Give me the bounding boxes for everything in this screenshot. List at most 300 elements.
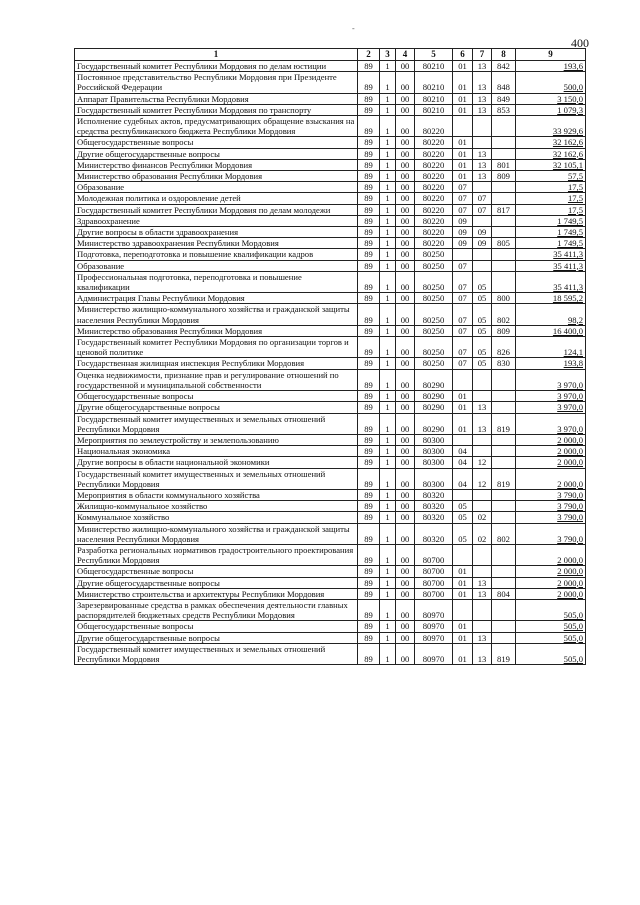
subsection-cell: 13 bbox=[473, 632, 492, 643]
item-name-cell: Министерство образования Республики Мордовия bbox=[75, 171, 358, 182]
target-code-cell: 80700 bbox=[415, 588, 453, 599]
code-2-cell: 89 bbox=[358, 434, 380, 445]
item-name-cell: Другие вопросы в области национальной экономики bbox=[75, 457, 358, 468]
target-code-cell: 80290 bbox=[415, 402, 453, 413]
ministry-code-cell: 819 bbox=[492, 468, 516, 489]
section-cell: 01 bbox=[453, 621, 473, 632]
table-row bbox=[75, 204, 586, 215]
column-header: 9 bbox=[516, 49, 586, 61]
code-2-cell: 89 bbox=[358, 446, 380, 457]
code-3-cell: 1 bbox=[380, 93, 396, 104]
table-row bbox=[75, 93, 586, 104]
code-2-cell: 89 bbox=[358, 489, 380, 500]
table-row bbox=[75, 577, 586, 588]
subsection-cell: 13 bbox=[473, 159, 492, 170]
subsection-cell: 13 bbox=[473, 402, 492, 413]
item-name-cell: Государственный комитет Республики Мордовия по делам молодежи bbox=[75, 204, 358, 215]
table-row bbox=[75, 104, 586, 115]
target-code-cell: 80250 bbox=[415, 293, 453, 304]
code-4-cell: 00 bbox=[396, 193, 415, 204]
section-cell: 01 bbox=[453, 171, 473, 182]
section-cell: 07 bbox=[453, 193, 473, 204]
code-4-cell: 00 bbox=[396, 325, 415, 336]
amount-cell: 17,5 bbox=[516, 204, 586, 215]
subsection-cell: 12 bbox=[473, 468, 492, 489]
subsection-cell bbox=[473, 137, 492, 148]
section-cell: 01 bbox=[453, 566, 473, 577]
table-row bbox=[75, 468, 586, 489]
amount-cell: 3 790,0 bbox=[516, 523, 586, 544]
code-4-cell: 00 bbox=[396, 413, 415, 434]
table-row bbox=[75, 523, 586, 544]
subsection-cell bbox=[473, 621, 492, 632]
target-code-cell: 80250 bbox=[415, 249, 453, 260]
column-header: 2 bbox=[358, 49, 380, 61]
ministry-code-cell bbox=[492, 369, 516, 390]
code-2-cell: 89 bbox=[358, 468, 380, 489]
subsection-cell: 13 bbox=[473, 413, 492, 434]
target-code-cell: 80220 bbox=[415, 215, 453, 226]
ministry-code-cell bbox=[492, 512, 516, 523]
code-2-cell: 89 bbox=[358, 249, 380, 260]
code-4-cell: 00 bbox=[396, 621, 415, 632]
target-code-cell: 80220 bbox=[415, 182, 453, 193]
code-4-cell: 00 bbox=[396, 72, 415, 93]
page-number: 400 bbox=[571, 36, 589, 50]
ministry-code-cell bbox=[492, 227, 516, 238]
target-code-cell: 80290 bbox=[415, 413, 453, 434]
code-2-cell: 89 bbox=[358, 116, 380, 137]
target-code-cell: 80700 bbox=[415, 577, 453, 588]
ministry-code-cell: 817 bbox=[492, 204, 516, 215]
subsection-cell bbox=[473, 566, 492, 577]
target-code-cell: 80220 bbox=[415, 159, 453, 170]
subsection-cell bbox=[473, 446, 492, 457]
section-cell: 05 bbox=[453, 523, 473, 544]
table-row bbox=[75, 413, 586, 434]
subsection-cell bbox=[473, 434, 492, 445]
code-4-cell: 00 bbox=[396, 391, 415, 402]
code-3-cell: 1 bbox=[380, 293, 396, 304]
subsection-cell: 13 bbox=[473, 72, 492, 93]
table-row bbox=[75, 402, 586, 413]
item-name-cell: Национальная экономика bbox=[75, 446, 358, 457]
code-4-cell: 00 bbox=[396, 260, 415, 271]
ministry-code-cell bbox=[492, 137, 516, 148]
ministry-code-cell bbox=[492, 621, 516, 632]
code-2-cell: 89 bbox=[358, 413, 380, 434]
section-cell: 01 bbox=[453, 632, 473, 643]
code-4-cell: 00 bbox=[396, 293, 415, 304]
table-row bbox=[75, 544, 586, 565]
section-cell bbox=[453, 116, 473, 137]
code-3-cell: 1 bbox=[380, 457, 396, 468]
column-header: 7 bbox=[473, 49, 492, 61]
section-cell bbox=[453, 249, 473, 260]
target-code-cell: 80300 bbox=[415, 457, 453, 468]
ministry-code-cell bbox=[492, 402, 516, 413]
amount-cell: 505,0 bbox=[516, 643, 586, 664]
table-row bbox=[75, 137, 586, 148]
code-4-cell: 00 bbox=[396, 116, 415, 137]
code-2-cell: 89 bbox=[358, 293, 380, 304]
amount-cell: 2 000,0 bbox=[516, 577, 586, 588]
ministry-code-cell bbox=[492, 249, 516, 260]
subsection-cell bbox=[473, 260, 492, 271]
section-cell: 01 bbox=[453, 402, 473, 413]
code-4-cell: 00 bbox=[396, 204, 415, 215]
code-4-cell: 00 bbox=[396, 501, 415, 512]
ministry-code-cell bbox=[492, 193, 516, 204]
subsection-cell: 05 bbox=[473, 337, 492, 358]
section-cell bbox=[453, 544, 473, 565]
code-4-cell: 00 bbox=[396, 457, 415, 468]
section-cell: 01 bbox=[453, 61, 473, 72]
amount-cell: 17,5 bbox=[516, 193, 586, 204]
target-code-cell: 80320 bbox=[415, 523, 453, 544]
code-3-cell: 1 bbox=[380, 489, 396, 500]
amount-cell: 16 400,0 bbox=[516, 325, 586, 336]
code-4-cell: 00 bbox=[396, 643, 415, 664]
code-4-cell: 00 bbox=[396, 512, 415, 523]
code-2-cell: 89 bbox=[358, 93, 380, 104]
section-cell: 01 bbox=[453, 137, 473, 148]
code-3-cell: 1 bbox=[380, 434, 396, 445]
subsection-cell: 13 bbox=[473, 588, 492, 599]
amount-cell: 500,0 bbox=[516, 72, 586, 93]
target-code-cell: 80220 bbox=[415, 171, 453, 182]
code-2-cell: 89 bbox=[358, 148, 380, 159]
code-2-cell: 89 bbox=[358, 512, 380, 523]
ministry-code-cell: 819 bbox=[492, 413, 516, 434]
subsection-cell: 13 bbox=[473, 577, 492, 588]
target-code-cell: 80700 bbox=[415, 566, 453, 577]
ministry-code-cell bbox=[492, 182, 516, 193]
item-name-cell: Общегосударственные вопросы bbox=[75, 137, 358, 148]
code-4-cell: 00 bbox=[396, 61, 415, 72]
item-name-cell: Зарезервированные средства в рамках обеспечения деятельности главных распорядителей бюджетных средств Республики Мордовия bbox=[75, 599, 358, 620]
target-code-cell: 80970 bbox=[415, 643, 453, 664]
code-3-cell: 1 bbox=[380, 61, 396, 72]
code-4-cell: 00 bbox=[396, 468, 415, 489]
table-row bbox=[75, 643, 586, 664]
subsection-cell: 05 bbox=[473, 325, 492, 336]
table-row bbox=[75, 148, 586, 159]
ministry-code-cell bbox=[492, 544, 516, 565]
item-name-cell: Министерство жилищно-коммунального хозяйства и гражданской защиты населения Республики Мордовия bbox=[75, 523, 358, 544]
section-cell: 01 bbox=[453, 72, 473, 93]
amount-cell: 3 150,0 bbox=[516, 93, 586, 104]
amount-cell: 32 105,1 bbox=[516, 159, 586, 170]
code-3-cell: 1 bbox=[380, 72, 396, 93]
section-cell: 01 bbox=[453, 643, 473, 664]
code-4-cell: 00 bbox=[396, 566, 415, 577]
ministry-code-cell: 800 bbox=[492, 293, 516, 304]
table-row bbox=[75, 391, 586, 402]
subsection-cell bbox=[473, 182, 492, 193]
table-body bbox=[75, 61, 586, 665]
ministry-code-cell bbox=[492, 116, 516, 137]
target-code-cell: 80220 bbox=[415, 238, 453, 249]
target-code-cell: 80300 bbox=[415, 446, 453, 457]
section-cell: 05 bbox=[453, 501, 473, 512]
amount-cell: 33 929,6 bbox=[516, 116, 586, 137]
section-cell: 01 bbox=[453, 159, 473, 170]
table-row bbox=[75, 238, 586, 249]
target-code-cell: 80250 bbox=[415, 260, 453, 271]
item-name-cell: Общегосударственные вопросы bbox=[75, 391, 358, 402]
amount-cell: 18 595,2 bbox=[516, 293, 586, 304]
code-3-cell: 1 bbox=[380, 159, 396, 170]
amount-cell: 1 749,5 bbox=[516, 227, 586, 238]
code-3-cell: 1 bbox=[380, 304, 396, 325]
code-2-cell: 89 bbox=[358, 337, 380, 358]
section-cell: 07 bbox=[453, 293, 473, 304]
code-3-cell: 1 bbox=[380, 566, 396, 577]
target-code-cell: 80320 bbox=[415, 501, 453, 512]
code-3-cell: 1 bbox=[380, 446, 396, 457]
code-2-cell: 89 bbox=[358, 457, 380, 468]
header-row bbox=[75, 49, 586, 61]
item-name-cell: Молодежная политика и оздоровление детей bbox=[75, 193, 358, 204]
amount-cell: 3 970,0 bbox=[516, 413, 586, 434]
item-name-cell: Министерство здравоохранения Республики Мордовия bbox=[75, 238, 358, 249]
item-name-cell: Образование bbox=[75, 260, 358, 271]
item-name-cell: Разработка региональных нормативов градостроительного проектирования Республики Мордовия bbox=[75, 544, 358, 565]
amount-cell: 3 790,0 bbox=[516, 512, 586, 523]
target-code-cell: 80220 bbox=[415, 137, 453, 148]
column-header: 1 bbox=[75, 49, 358, 61]
table-row bbox=[75, 489, 586, 500]
code-3-cell: 1 bbox=[380, 402, 396, 413]
section-cell: 07 bbox=[453, 337, 473, 358]
code-2-cell: 89 bbox=[358, 238, 380, 249]
target-code-cell: 80700 bbox=[415, 544, 453, 565]
section-cell: 07 bbox=[453, 182, 473, 193]
section-cell bbox=[453, 434, 473, 445]
amount-cell: 3 970,0 bbox=[516, 391, 586, 402]
target-code-cell: 80290 bbox=[415, 391, 453, 402]
code-2-cell: 89 bbox=[358, 159, 380, 170]
code-4-cell: 00 bbox=[396, 271, 415, 292]
subsection-cell: 05 bbox=[473, 358, 492, 369]
amount-cell: 35 411,3 bbox=[516, 271, 586, 292]
target-code-cell: 80220 bbox=[415, 193, 453, 204]
code-4-cell: 00 bbox=[396, 93, 415, 104]
ministry-code-cell: 802 bbox=[492, 304, 516, 325]
ministry-code-cell bbox=[492, 446, 516, 457]
ministry-code-cell bbox=[492, 148, 516, 159]
amount-cell: 32 162,6 bbox=[516, 148, 586, 159]
section-cell: 05 bbox=[453, 512, 473, 523]
code-2-cell: 89 bbox=[358, 566, 380, 577]
section-cell: 09 bbox=[453, 238, 473, 249]
subsection-cell: 13 bbox=[473, 643, 492, 664]
subsection-cell bbox=[473, 489, 492, 500]
table-row bbox=[75, 293, 586, 304]
subsection-cell bbox=[473, 501, 492, 512]
code-2-cell: 89 bbox=[358, 369, 380, 390]
code-3-cell: 1 bbox=[380, 204, 396, 215]
ministry-code-cell bbox=[492, 566, 516, 577]
target-code-cell: 80210 bbox=[415, 93, 453, 104]
ministry-code-cell: 802 bbox=[492, 523, 516, 544]
code-4-cell: 00 bbox=[396, 489, 415, 500]
code-4-cell: 00 bbox=[396, 182, 415, 193]
item-name-cell: Жилищно-коммунальное хозяйство bbox=[75, 501, 358, 512]
code-3-cell: 1 bbox=[380, 116, 396, 137]
subsection-cell bbox=[473, 599, 492, 620]
section-cell: 01 bbox=[453, 148, 473, 159]
section-cell: 07 bbox=[453, 304, 473, 325]
code-3-cell: 1 bbox=[380, 358, 396, 369]
subsection-cell: 02 bbox=[473, 512, 492, 523]
item-name-cell: Другие общегосударственные вопросы bbox=[75, 632, 358, 643]
code-2-cell: 89 bbox=[358, 501, 380, 512]
ministry-code-cell bbox=[492, 577, 516, 588]
subsection-cell: 13 bbox=[473, 61, 492, 72]
code-3-cell: 1 bbox=[380, 137, 396, 148]
ministry-code-cell: 830 bbox=[492, 358, 516, 369]
target-code-cell: 80250 bbox=[415, 325, 453, 336]
section-cell: 07 bbox=[453, 325, 473, 336]
section-cell: 04 bbox=[453, 468, 473, 489]
code-2-cell: 89 bbox=[358, 577, 380, 588]
section-cell: 01 bbox=[453, 93, 473, 104]
ministry-code-cell bbox=[492, 260, 516, 271]
code-3-cell: 1 bbox=[380, 171, 396, 182]
amount-cell: 2 000,0 bbox=[516, 446, 586, 457]
item-name-cell: Общегосударственные вопросы bbox=[75, 566, 358, 577]
item-name-cell: Общегосударственные вопросы bbox=[75, 621, 358, 632]
subsection-cell: 02 bbox=[473, 523, 492, 544]
item-name-cell: Мероприятия по землеустройству и землепользованию bbox=[75, 434, 358, 445]
amount-cell: 3 790,0 bbox=[516, 489, 586, 500]
column-header: 5 bbox=[415, 49, 453, 61]
target-code-cell: 80210 bbox=[415, 72, 453, 93]
ministry-code-cell bbox=[492, 501, 516, 512]
target-code-cell: 80250 bbox=[415, 271, 453, 292]
ministry-code-cell bbox=[492, 489, 516, 500]
table-row bbox=[75, 369, 586, 390]
ministry-code-cell bbox=[492, 391, 516, 402]
table-row bbox=[75, 215, 586, 226]
code-2-cell: 89 bbox=[358, 391, 380, 402]
item-name-cell: Министерство строительства и архитектуры Республики Мордовия bbox=[75, 588, 358, 599]
item-name-cell: Подготовка, переподготовка и повышение квалификации кадров bbox=[75, 249, 358, 260]
table-row bbox=[75, 632, 586, 643]
section-cell: 01 bbox=[453, 577, 473, 588]
ministry-code-cell bbox=[492, 632, 516, 643]
target-code-cell: 80250 bbox=[415, 337, 453, 358]
code-2-cell: 89 bbox=[358, 260, 380, 271]
item-name-cell: Администрация Главы Республики Мордовия bbox=[75, 293, 358, 304]
ministry-code-cell bbox=[492, 434, 516, 445]
code-3-cell: 1 bbox=[380, 588, 396, 599]
amount-cell: 1 749,5 bbox=[516, 215, 586, 226]
item-name-cell: Государственный комитет имущественных и земельных отношений Республики Мордовия bbox=[75, 413, 358, 434]
code-2-cell: 89 bbox=[358, 215, 380, 226]
code-3-cell: 1 bbox=[380, 391, 396, 402]
item-name-cell: Мероприятия в области коммунального хозяйства bbox=[75, 489, 358, 500]
target-code-cell: 80300 bbox=[415, 468, 453, 489]
table-row bbox=[75, 159, 586, 170]
code-4-cell: 00 bbox=[396, 446, 415, 457]
subsection-cell: 07 bbox=[473, 204, 492, 215]
code-4-cell: 00 bbox=[396, 337, 415, 358]
table-row bbox=[75, 446, 586, 457]
section-cell: 04 bbox=[453, 457, 473, 468]
code-2-cell: 89 bbox=[358, 227, 380, 238]
table-row bbox=[75, 325, 586, 336]
top-mark: - bbox=[352, 24, 355, 33]
table-row bbox=[75, 566, 586, 577]
table-row bbox=[75, 501, 586, 512]
section-cell: 09 bbox=[453, 215, 473, 226]
section-cell bbox=[453, 599, 473, 620]
item-name-cell: Государственный комитет Республики Мордовия по делам юстиции bbox=[75, 61, 358, 72]
amount-cell: 35 411,3 bbox=[516, 249, 586, 260]
code-3-cell: 1 bbox=[380, 512, 396, 523]
code-4-cell: 00 bbox=[396, 523, 415, 544]
code-4-cell: 00 bbox=[396, 171, 415, 182]
column-header: 3 bbox=[380, 49, 396, 61]
code-2-cell: 89 bbox=[358, 599, 380, 620]
code-2-cell: 89 bbox=[358, 61, 380, 72]
target-code-cell: 80290 bbox=[415, 369, 453, 390]
amount-cell: 17,5 bbox=[516, 182, 586, 193]
code-2-cell: 89 bbox=[358, 621, 380, 632]
code-3-cell: 1 bbox=[380, 523, 396, 544]
code-2-cell: 89 bbox=[358, 171, 380, 182]
code-2-cell: 89 bbox=[358, 104, 380, 115]
subsection-cell: 13 bbox=[473, 93, 492, 104]
item-name-cell: Здравоохранение bbox=[75, 215, 358, 226]
item-name-cell: Другие общегосударственные вопросы bbox=[75, 148, 358, 159]
target-code-cell: 80320 bbox=[415, 512, 453, 523]
code-3-cell: 1 bbox=[380, 325, 396, 336]
section-cell: 01 bbox=[453, 391, 473, 402]
item-name-cell: Министерство образования Республики Мордовия bbox=[75, 325, 358, 336]
target-code-cell: 80970 bbox=[415, 599, 453, 620]
amount-cell: 193,8 bbox=[516, 358, 586, 369]
table-row bbox=[75, 304, 586, 325]
subsection-cell bbox=[473, 544, 492, 565]
subsection-cell: 09 bbox=[473, 238, 492, 249]
item-name-cell: Министерство жилищно-коммунального хозяйства и гражданской защиты населения Республики Мордовия bbox=[75, 304, 358, 325]
code-2-cell: 89 bbox=[358, 632, 380, 643]
code-3-cell: 1 bbox=[380, 148, 396, 159]
amount-cell: 3 790,0 bbox=[516, 501, 586, 512]
code-2-cell: 89 bbox=[358, 271, 380, 292]
ministry-code-cell: 842 bbox=[492, 61, 516, 72]
item-name-cell: Оценка недвижимости, признание прав и регулирование отношений по государственной и муниципальной собственности bbox=[75, 369, 358, 390]
code-2-cell: 89 bbox=[358, 193, 380, 204]
section-cell: 09 bbox=[453, 227, 473, 238]
code-4-cell: 00 bbox=[396, 249, 415, 260]
item-name-cell: Государственный комитет имущественных и земельных отношений Республики Мордовия bbox=[75, 468, 358, 489]
code-2-cell: 89 bbox=[358, 182, 380, 193]
subsection-cell bbox=[473, 249, 492, 260]
amount-cell: 193,6 bbox=[516, 61, 586, 72]
code-3-cell: 1 bbox=[380, 369, 396, 390]
target-code-cell: 80220 bbox=[415, 116, 453, 137]
table-row bbox=[75, 599, 586, 620]
section-cell: 04 bbox=[453, 446, 473, 457]
ministry-code-cell: 809 bbox=[492, 171, 516, 182]
amount-cell: 35 411,3 bbox=[516, 260, 586, 271]
target-code-cell: 80250 bbox=[415, 304, 453, 325]
